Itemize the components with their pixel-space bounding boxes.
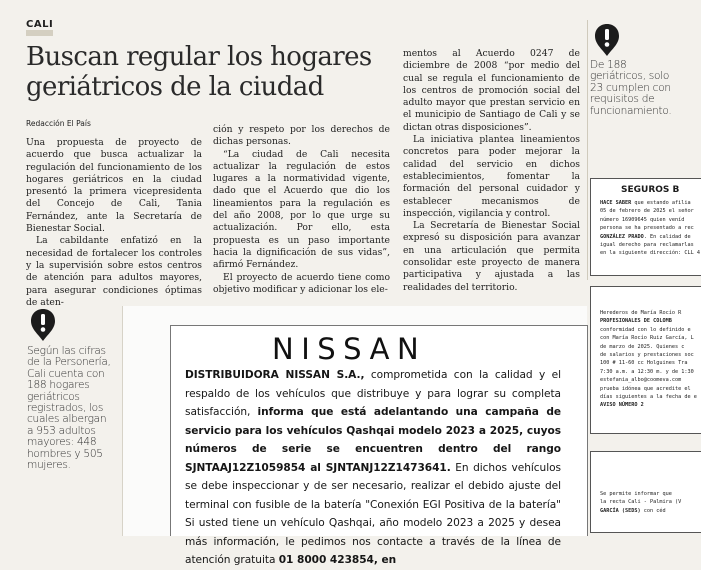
ad-line-text: en la siguiente dirección: CLL 4 [600,250,700,257]
ad-line-text: de salarios y prestaciones soc [600,352,694,359]
ad-line-text: estefania_albo@coomeva.com [600,377,682,384]
side-fact-bottom: Según las cifras de la Personería, Cali cuenta con 188 hogares geriátricos registrados, los cuales albergan a 953 adultos mayores: 448 hombres y 505 mujeres. [27,345,111,472]
ad-line [600,326,697,334]
ad-line [600,376,697,384]
ad-line [600,385,697,393]
byline: Redacción El País [26,119,91,128]
classified-ad-seguros [590,178,701,276]
ad-line-text: Herederos de María Rocío R [600,310,682,316]
ad-line [600,207,697,215]
ad-line-text: número 16909645 quien veníd [600,216,685,223]
paragraph: ción y respeto por los derechos de dichas personas. [213,124,390,148]
side-fact-top: De 188 geriátricos, solo 23 cumplen con requisitos de funcionamiento. [590,59,672,117]
ad-line-text: de marzo de 2025. Quienes c [600,343,685,350]
ad-line [600,241,697,249]
ad-line [600,317,697,325]
paragraph: La Secretaría de Bienestar Social expresó su disposición para avanzar en una articulación que permita consolidar este proyecto de manera participativa y ajustada a las realidades del territorio. [403,220,580,293]
ad-text [591,199,701,258]
ad-text [591,309,701,410]
ad-line [600,368,697,376]
nissan-ad-body [185,366,561,570]
ad-bold-text: DISTRIBUIDORA NISSAN S.A., [185,369,365,381]
ad-text: comprometida con la calidad y el respaldo de los vehículos que distribuye y para lograr su completa satisfacción, [185,369,562,418]
ad-line-text: con María Rocío Ruiz García, L [600,335,694,342]
ad-title: SEGUROS B [621,185,680,195]
ad-line-text: . En calidad de [643,233,691,240]
ad-line-text: con céd [640,507,666,514]
ad-line-bold: AVISO NÚMERO 2 [600,402,644,409]
ad-line [600,334,697,342]
ad-line-text: la recta Cali - Palmira (V [600,499,682,506]
ad-line [600,249,700,257]
ad-line [600,343,697,351]
article-column-2 [213,124,390,296]
ad-line [600,393,697,401]
ad-line-text: 05 de febrero de 2025 el señor [600,208,694,215]
ad-bold-text: 01 8000 423854, en [278,554,397,566]
paragraph: La iniciativa plantea lineamientos concretos para poder mejorar la calidad del servicio en dichos establecimientos, fomentar la formación del personal cuidador y establecer mecanismos de inspección, vigilancia y control. [403,134,580,219]
ad-line-text: 7:30 a.m. a 12:30 m. y de 1:30 [600,368,694,375]
ad-line-text: días siguientes a la fecha de e [600,394,697,401]
ad-line-bold: PROFESIONALES DE COLOMB [600,318,672,325]
column-divider [587,20,588,280]
article-column-3 [403,48,580,294]
paragraph: El proyecto de acuerdo tiene como objetivo modificar y adicionar los ele- [213,271,390,295]
ad-line [600,351,697,359]
ad-line [600,216,697,224]
ad-line [600,309,697,317]
ad-line [600,224,697,232]
ad-line [600,199,697,207]
nissan-logo: NISSAN [272,332,427,366]
ad-line [600,233,697,241]
exclamation-info-icon [30,308,56,342]
ad-line-bold: HACE SABER [600,200,632,206]
ad-line-text: conformidad con lo definido e [600,326,691,333]
article-column-1 [26,137,202,309]
paragraph: Una propuesta de proyecto de acuerdo que busca actualizar la regulación del funcionamiento de los hogares geriátricos en la ciudad presentó la primera vicepresidenta del Concejo de Cali, Tania Fernández, ante la Secretaría de Bienestar Social. [26,137,202,235]
ad-line-bold: GONZÁLEZ PRADO [600,233,644,240]
nissan-advertisement [170,325,588,566]
ad-line-text: igual derecho para reclamarlas [600,242,694,249]
ad-line-text: Se permite informar que [600,491,672,497]
ad-line [600,359,697,367]
headline: Buscan regular los hogares geriátricos de la ciudad [26,42,372,102]
classified-ad-notice [590,451,701,533]
ad-text [591,490,701,515]
ad-line [600,507,697,515]
ad-bold-text: informa que está adelantando una campaña de servicio para los vehículos Qashqai modelo 2023 a 2025, cuyos números de serie se encuentren dentro del rango SJNTAAJ12Z1059854 al SJNTANJ12Z1473641. [185,406,561,474]
classified-ad-herederos [590,286,701,434]
ad-text: En dichos vehículos se debe inspeccionar y de ser necesario, realizar el debido ajuste del terminal con fusible de la batería "Conexión EGI Positiva de la batería" Si usted tiene un vehículo Qashqai, año modelo 2023 a 2025 y desea más información, le pedimos nos contacte a través de la línea de atención gratuita [185,461,561,566]
ad-line [600,490,697,498]
paragraph: La cabildante enfatizó en la necesidad de fortalecer los controles y la supervisión sobre estos centros de atención para adultos mayores, para asegurar condiciones óptimas de aten- [26,235,202,308]
ad-line-text: 100 # 11-60 cc Holguines Tra [600,360,688,367]
paragraph: mentos al Acuerdo 0247 de diciembre de 2008 “por medio del cual se regula el funcionamiento de los centros de promoción social del adulto mayor que prestan servicio en el municipio de Santiago de Cali y se dictan otras disposiciones”. [403,48,580,133]
ad-line-text: que estando afilia [631,200,691,206]
exclamation-info-icon [594,23,620,57]
ad-line-text: persona se ha presentado a rec [600,225,694,232]
ad-line-text: prueba idónea que acredite el [600,385,691,392]
ad-line-bold: GARCÍA (SEDS) [600,507,641,514]
section-tag: CALI [26,20,53,36]
ad-line [600,498,697,506]
ad-line [600,401,697,409]
paragraph: “La ciudad de Cali necesita actualizar la regulación de estos lugares a la normatividad vigente, dado que el Acuerdo que dio los lineamientos para la regulación es del año 2008, por lo que urge su actualización. Por ello, esta propuesta es un paso importante hacia la dignificación de sus vidas”, afirmó Fernández. [213,148,390,271]
